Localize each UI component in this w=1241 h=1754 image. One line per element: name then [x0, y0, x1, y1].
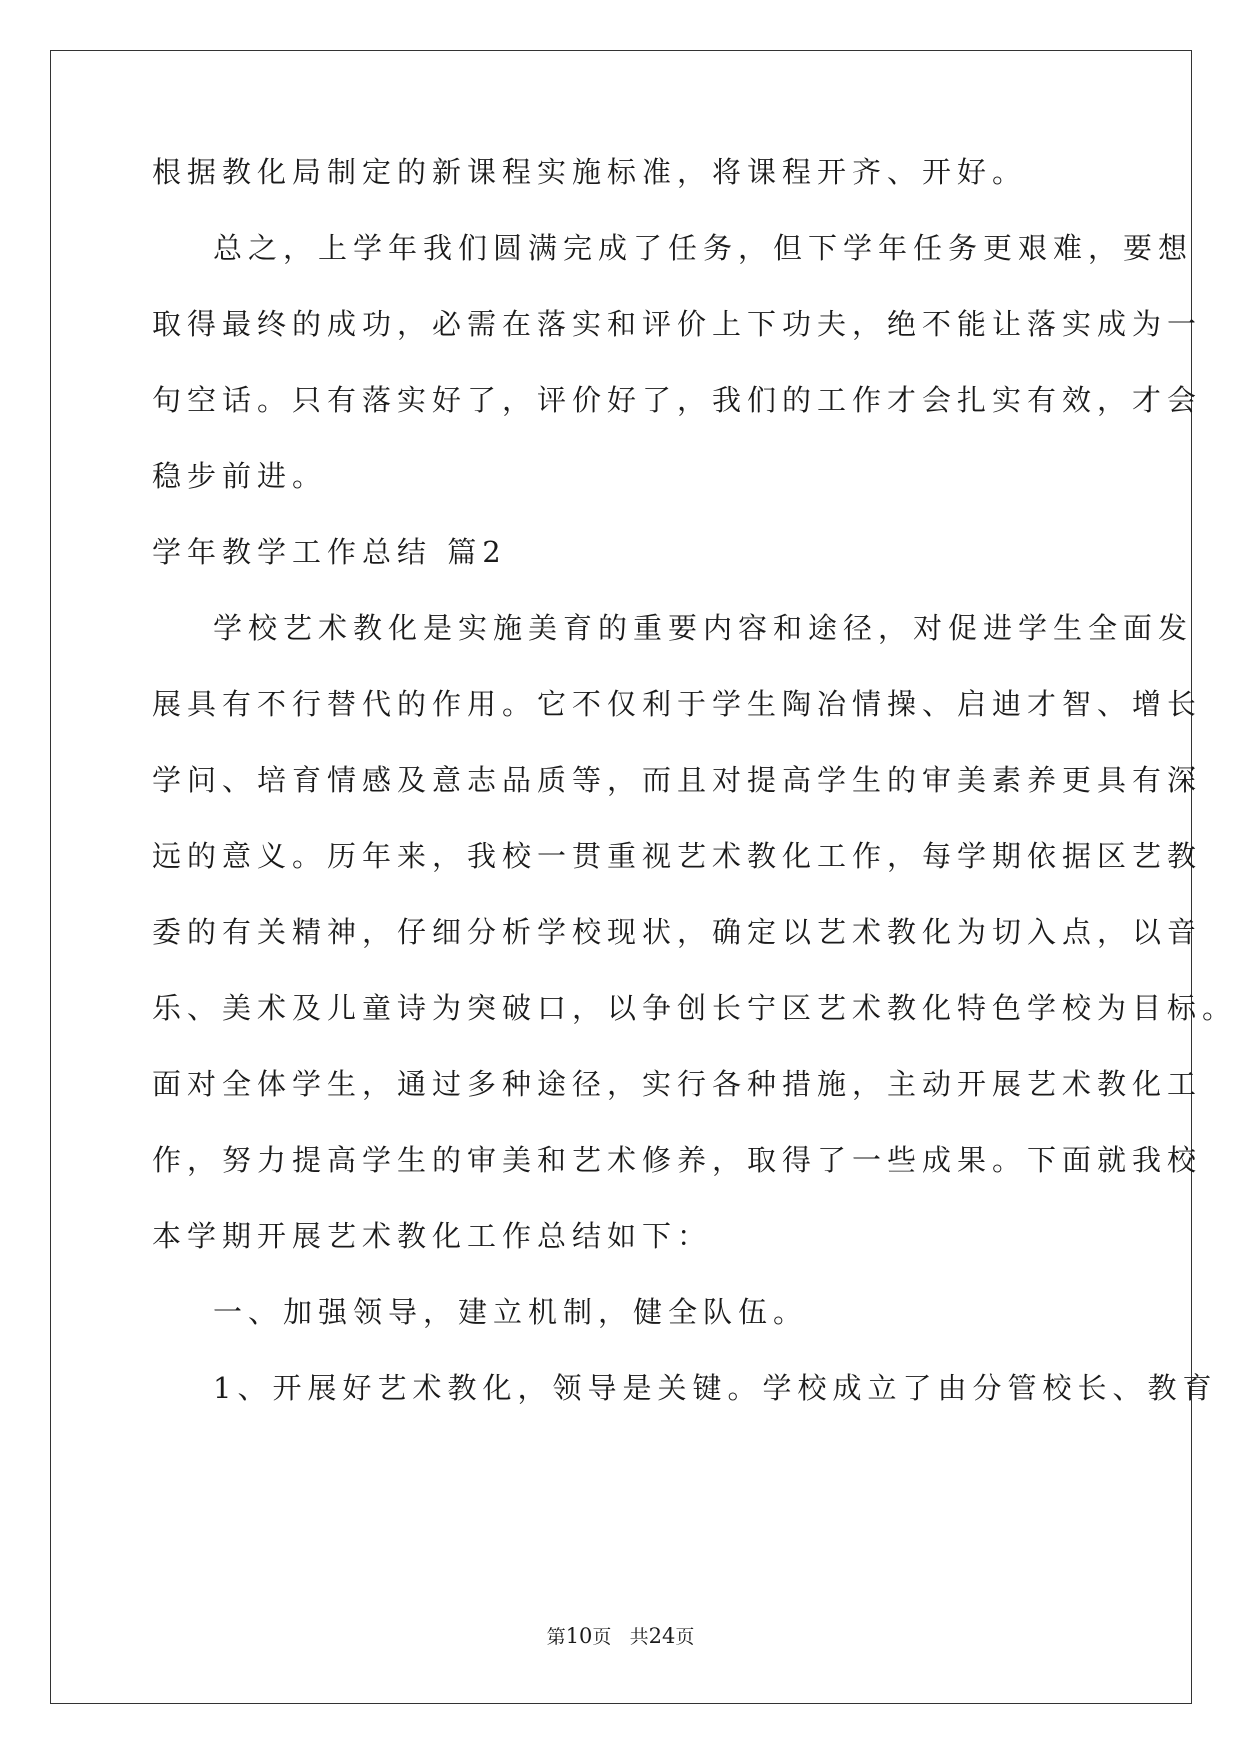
total-pages: 24 — [648, 1624, 676, 1648]
text-line: 句空话。只有落实好了，评价好了，我们的工作才会扎实有效，才会 — [152, 383, 1203, 417]
page-footer — [0, 1622, 1241, 1649]
text-line: 乐、美术及儿童诗为突破口，以争创长宁区艺术教化特色学校为目标。 — [152, 991, 1238, 1025]
text-line: 学问、培育情感及意志品质等，而且对提高学生的审美素养更具有深 — [152, 763, 1203, 797]
page-number: 10 — [565, 1624, 593, 1648]
paragraph-start-line: 一、加强领导，建立机制，健全队伍。 — [213, 1295, 809, 1329]
text-line: 作，努力提高学生的审美和艺术修养，取得了一些成果。下面就我校 — [152, 1143, 1203, 1177]
text-line: 稳步前进。 — [152, 459, 328, 493]
page-border — [50, 50, 1192, 1704]
text-line: 委的有关精神，仔细分析学校现状，确定以艺术教化为切入点，以音 — [152, 915, 1203, 949]
text-line: 根据教化局制定的新课程实施标准，将课程开齐、开好。 — [152, 155, 1028, 189]
text-line: 取得最终的成功，必需在落实和评价上下功夫，绝不能让落实成为一 — [152, 307, 1203, 341]
text-line: 远的意义。历年来，我校一贯重视艺术教化工作，每学期依据区艺教 — [152, 839, 1203, 873]
paragraph-start-line: 学校艺术教化是实施美育的重要内容和途径，对促进学生全面发 — [213, 611, 1194, 645]
page-suffix: 页 — [592, 1626, 612, 1648]
section-heading: 学年教学工作总结 篇2 — [152, 535, 507, 569]
paragraph-start-line: 1、开展好艺术教化，领导是关键。学校成立了由分管校长、教育 — [213, 1371, 1218, 1405]
text-line: 展具有不行替代的作用。它不仅利于学生陶冶情操、启迪才智、增长 — [152, 687, 1203, 721]
page-prefix: 第 — [546, 1626, 566, 1648]
text-line: 面对全体学生，通过多种途径，实行各种措施，主动开展艺术教化工 — [152, 1067, 1203, 1101]
total-prefix: 共 — [629, 1626, 649, 1648]
paragraph-start-line: 总之，上学年我们圆满完成了任务，但下学年任务更艰难，要想 — [213, 231, 1194, 265]
text-line: 本学期开展艺术教化工作总结如下： — [152, 1219, 713, 1253]
total-suffix: 页 — [675, 1626, 695, 1648]
